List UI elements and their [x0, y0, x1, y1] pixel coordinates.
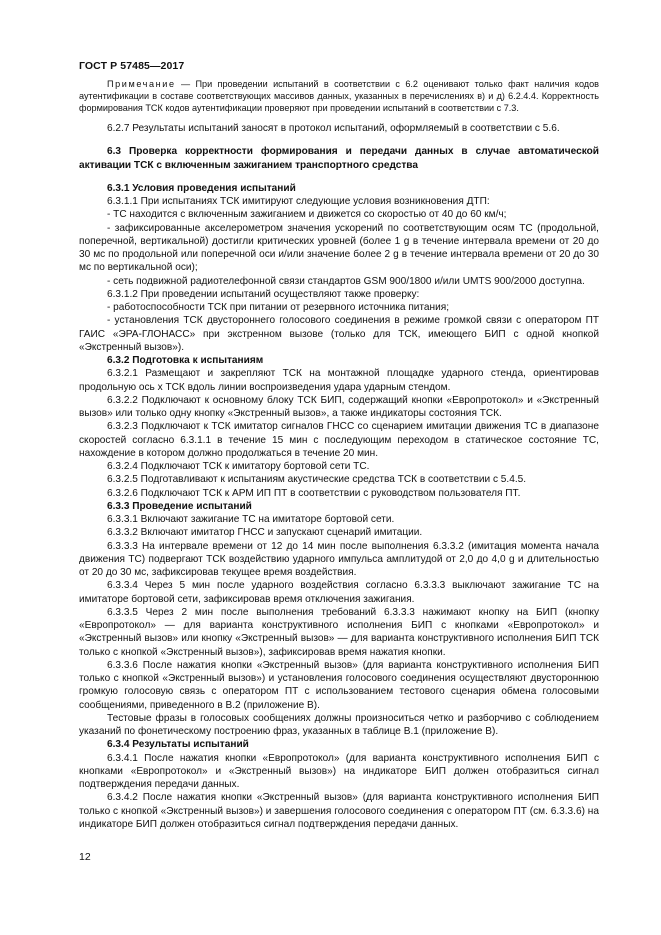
paragraph-6-3-3-1: 6.3.3.1 Включают зажигание ТС на имитаторе бортовой сети. [107, 514, 395, 525]
paragraph-6-3-2-5: 6.3.2.5 Подготавливают к испытаниям акустические средства ТСК в соответствии с 5.4.5. [107, 474, 527, 486]
section-6-3-3-title: 6.3.3 Проведение испытаний [107, 500, 252, 512]
section-6-3-title: 6.3 Проверка корректности формирования и передачи данных в случае автоматической активации ТСК с включенным зажиганием транспортного средства [79, 146, 599, 171]
paragraph-6-3-3-3: 6.3.3.3 На интервале времени от 12 до 14 мин после выполнения 6.3.3.2 (имитация момента начала движения ТС) подвергают ТСК воздействию ударного импульса амплитудой от 2,0 до 4,0 g и длительностью от 20 до 30 мс, зафиксировав текущее время воздействия. [79, 540, 599, 578]
paragraph-6-3-2-4: 6.3.2.4 Подключают ТСК к имитатору бортовой сети ТС. [107, 461, 370, 472]
paragraph-6-3-2-1: 6.3.2.1 Размещают и закрепляют ТСК на монтажной площадке ударного стенда, ориентировав продольную ось x ТСК вдоль линии воспроизведения удара ударным стендом. [79, 368, 599, 393]
paragraph-6-3-2-2: 6.3.2.2 Подключают к основному блоку ТСК БИП, содержащий кнопки «Европротокол» и «Экстренный вызов» или только одну кнопку «Экстренный вызов», а также индикаторы состояния ТСК. [79, 394, 599, 419]
paragraph-6-3-3-5: 6.3.3.5 Через 2 мин после выполнения требований 6.3.3.3 нажимают кнопку на БИП (кнопку «Европротокол» — для варианта конструктивного исполнения БИП с кнопками «Европротокол» и «Экстренный вызов» или кнопку «Экстренный вызов» — для варианта конструктивного исполнения БИП ТСК только с кнопкой «Экстренный вызов»), зафиксировав время нажатия кнопки. [79, 606, 599, 658]
paragraph-6-3-2-6: 6.3.2.6 Подключают ТСК к АРМ ИП ПТ в соответствии с руководством пользователя ПТ. [107, 487, 521, 499]
page-number: 12 [79, 851, 91, 863]
note-paragraph [79, 78, 599, 114]
section-6-3-4-title: 6.3.4 Результаты испытаний [107, 739, 249, 751]
paragraph-6-2-7: 6.2.7 Результаты испытаний заносят в протокол испытаний, оформляемый в соответствии с 5.6. [107, 123, 560, 134]
paragraph-6-3-4-2: 6.3.4.2 После нажатия кнопки «Экстренный вызов» (для варианта конструктивного исполнения БИП только с кнопкой «Экстренный вызов») и завершения голосового соединения с оператором ПТ (см. 6.3.3.6) на индикаторе БИП должен отобразиться сигнал подтверждения передачи данных. [79, 792, 599, 830]
paragraph-test-phrases: Тестовые фразы в голосовых сообщениях должны произноситься четко и разборчиво с соблюдением указаний по фонетическому построению фраз, указанных в таблице В.1 (приложение В). [79, 712, 599, 737]
section-6-3-1-title: 6.3.1 Условия проведения испытаний [107, 182, 296, 194]
paragraph-6-3-4-1: 6.3.4.1 После нажатия кнопки «Европротокол» (для варианта конструктивного исполнения БИП с кнопками «Европротокол» и «Экстренный вызов») на индикаторе БИП должен отобразиться сигнал подтверждения передачи данных. [79, 752, 599, 790]
document-header: ГОСТ Р 57485—2017 [79, 60, 185, 72]
paragraph-6-3-2-3: 6.3.2.3 Подключают к ТСК имитатор сигналов ГНСС со сценарием имитации движения ТС в диапазоне скоростей согласно 6.3.1.1 в течение 15 мин с последующим переходом в статическое состояние ТС, нахождение в котором должно продолжаться в течение 20 мин. [79, 421, 599, 459]
note-text: — При проведении испытаний в соответствии с 6.2 оценивают только факт наличия кодов аутентификации в составе соответствующих массивов данных, указанных в перечислениях в) и д) 6.2.4.4. Корректность формирования ТСК кодов аутентификации проверяют при проведении испытаний в соответствии с 7.3. [79, 79, 599, 113]
paragraph-6-3-1-2: 6.3.1.2 При проведении испытаний осуществляют также проверку: [107, 288, 420, 300]
paragraph-6-3-3-6: 6.3.3.6 После нажатия кнопки «Экстренный вызов» (для варианта конструктивного исполнения БИП только с кнопкой «Экстренный вызов») и установления голосового соединения осуществляют двустороннюю громкую голосовую связь с оператором ПТ с использованием тестового сценария обмена голосовыми сообщениями, приведенного в В.2 (приложение В). [79, 659, 599, 711]
list-item: - сеть подвижной радиотелефонной связи стандартов GSM 900/1800 и/или UMTS 900/2000 доступна. [107, 275, 585, 287]
list-item: - работоспособности ТСК при питании от резервного источника питания; [107, 302, 450, 313]
paragraph-6-3-3-2: 6.3.3.2 Включают имитатор ГНСС и запускают сценарий имитации. [107, 527, 423, 539]
list-item: - зафиксированные акселерометром значения ускорений по соответствующим осям ТС (продольной, поперечной, вертикальной) достигли критических уровней (более 1 g в течение интервала времени от 20 до 30 мс по продольной или поперечной оси и/или значение более 2 g в течение интервала времени от 20 до 30 мс по вертикальной оси); [79, 222, 599, 274]
paragraph-6-3-3-4: 6.3.3.4 Через 5 мин после ударного воздействия согласно 6.3.3.3 выключают зажигание ТС на имитаторе бортовой сети, зафиксировав время отключения зажигания. [79, 580, 599, 605]
list-item: - установления ТСК двустороннего голосового соединения в режиме громкой связи с оператором ПТ ГАИС «ЭРА-ГЛОНАСС» при экстренном вызове (только для ТСК, имеющего БИП с одной кнопкой «Экстренный вызов»). [79, 315, 599, 353]
note-label: Примечание [107, 79, 176, 89]
section-6-3-2-title: 6.3.2 Подготовка к испытаниям [107, 355, 264, 366]
document-body [79, 78, 599, 831]
paragraph-6-3-1-1: 6.3.1.1 При испытаниях ТСК имитируют следующие условия возникновения ДТП: [107, 196, 490, 207]
list-item: - ТС находится с включенным зажиганием и движется со скоростью от 40 до 60 км/ч; [107, 209, 507, 221]
